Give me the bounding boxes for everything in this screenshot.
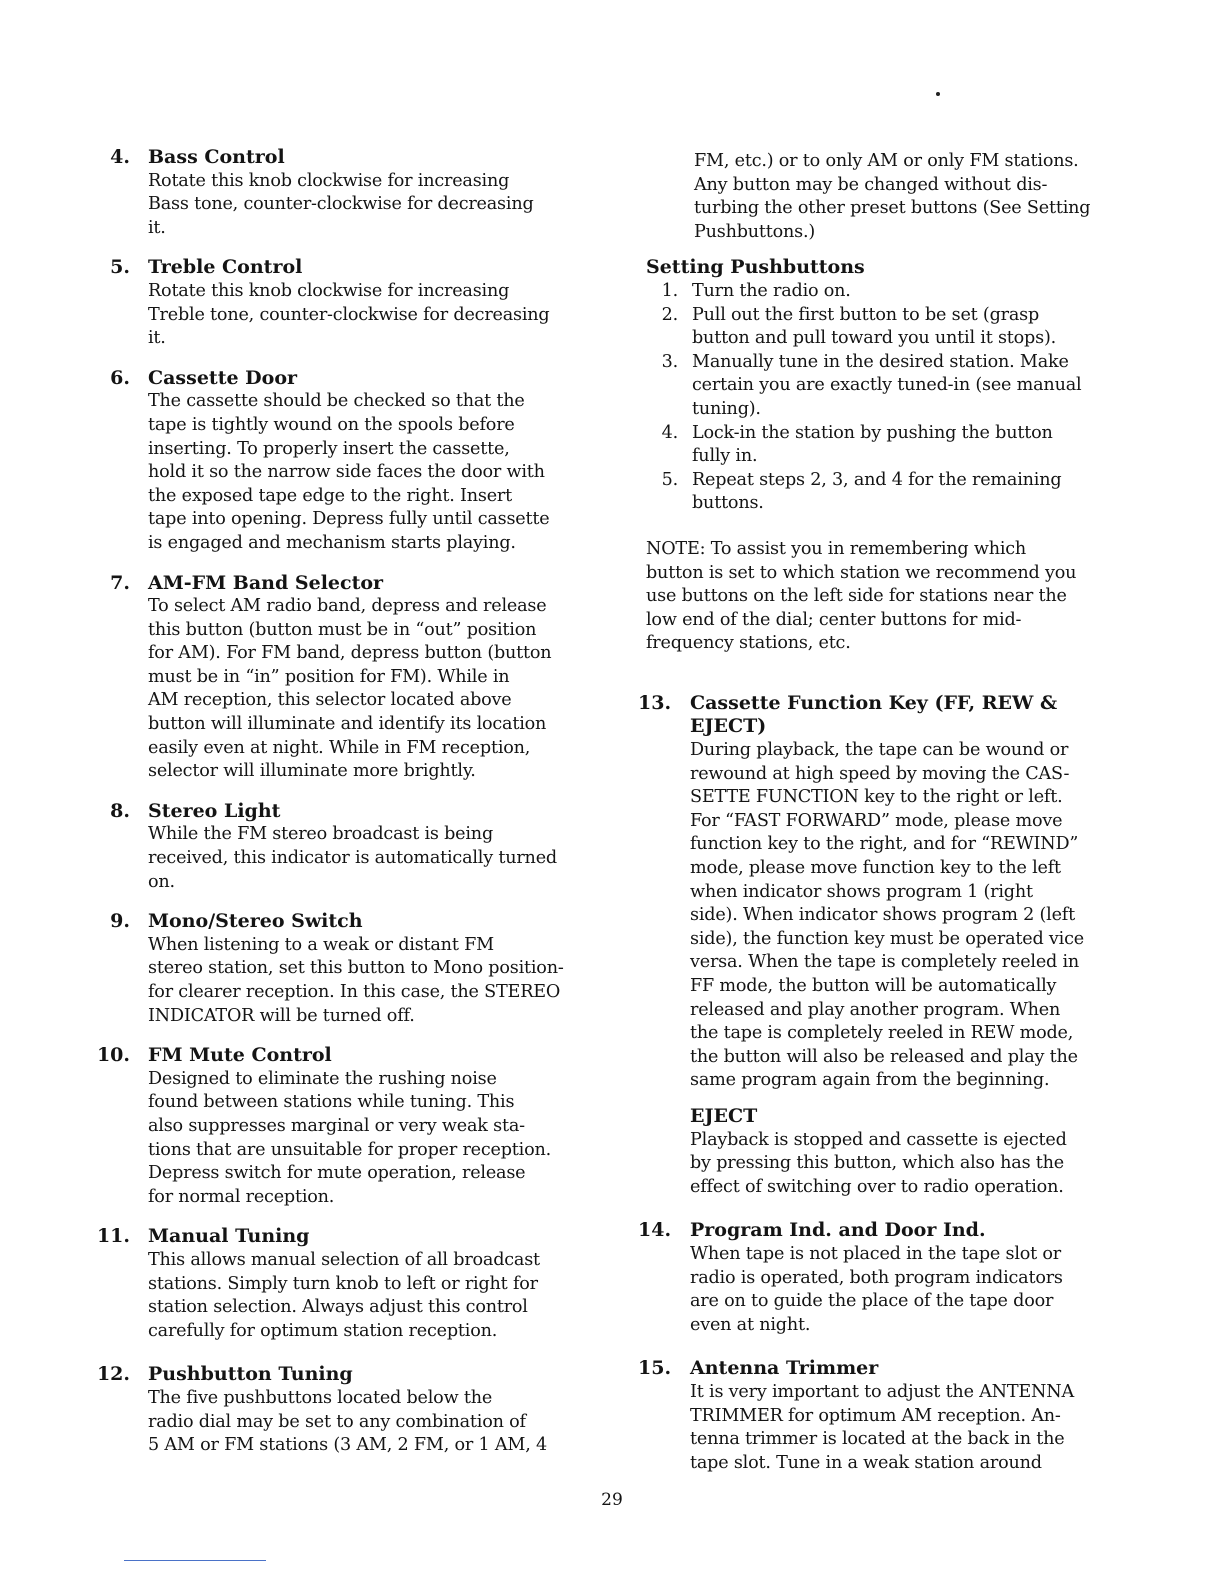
- body-line: this button (button must be in “out” position: [148, 619, 537, 640]
- body-line: When listening to a weak or distant FM: [148, 934, 494, 955]
- item-body: [148, 280, 574, 351]
- body-line: for normal reception.: [148, 1186, 335, 1207]
- item-title: Pushbutton Tuning: [148, 1363, 353, 1386]
- body-line: use buttons on the left side for stations near the: [646, 586, 1067, 607]
- step-line: button and pull toward you until it stops).: [692, 328, 1057, 349]
- item-body: [148, 595, 574, 784]
- footer-rule: [124, 1560, 266, 1561]
- step-number: 4.: [661, 422, 678, 443]
- body-line: it.: [148, 328, 166, 349]
- body-line: received, this indicator is automatically turned: [148, 848, 557, 869]
- item-number: 7.: [110, 571, 130, 594]
- item-title: [690, 1357, 1106, 1381]
- step-line: Manually tune in the desired station. Make: [692, 351, 1069, 372]
- body-line: function key to the right, and for “REWIND”: [690, 834, 1079, 855]
- body-line: the exposed tape edge to the right. Insert: [148, 485, 513, 506]
- step-item: [646, 422, 1106, 469]
- item-title: Stereo Light: [148, 799, 281, 822]
- body-line: INDICATOR will be turned off.: [148, 1005, 415, 1026]
- item-body: [148, 1068, 574, 1210]
- body-line: frequency stations, etc.: [646, 633, 851, 654]
- item-number: 4.: [110, 146, 130, 168]
- body-line: NOTE: To assist you in remembering which: [646, 538, 1027, 559]
- body-line: must be in “in” position for FM). While in: [148, 666, 510, 687]
- body-line: tape is tightly wound on the spools before: [148, 414, 515, 435]
- body-line: Any button may be changed without dis-: [694, 174, 1048, 195]
- section-item: [104, 367, 574, 556]
- section-item: [104, 572, 574, 784]
- item-title: [690, 1219, 1106, 1243]
- body-line: side). When indicator shows program 2 (left: [690, 905, 1075, 926]
- body-line: radio dial may be set to any combination of: [148, 1411, 526, 1432]
- step-line: certain you are exactly tuned-in (see manual: [692, 375, 1082, 396]
- body-line: is engaged and mechanism starts playing.: [148, 532, 516, 553]
- item-body: [148, 1249, 574, 1343]
- body-line: While the FM stereo broadcast is being: [148, 824, 494, 845]
- body-line: FM, etc.) or to only AM or only FM stations.: [694, 151, 1079, 171]
- body-line: button is set to which station we recommend you: [646, 562, 1077, 583]
- body-line: SETTE FUNCTION key to the right or left.: [690, 787, 1063, 808]
- title-line: Program Ind. and Door Ind.: [690, 1219, 986, 1242]
- step-number: 1.: [661, 280, 678, 301]
- step-line: tuning).: [692, 398, 761, 419]
- step-line: Lock-in the station by pushing the button: [692, 422, 1053, 443]
- body-line: Rotate this knob clockwise for increasing: [148, 170, 510, 191]
- eject-subtitle: EJECT: [690, 1104, 758, 1127]
- section-item: [638, 1357, 1106, 1475]
- step-line: fully in.: [692, 446, 758, 467]
- item-number: 14.: [638, 1219, 672, 1242]
- item-title: Cassette Door: [148, 366, 298, 389]
- body-line: selector will illuminate more brightly.: [148, 761, 476, 782]
- body-line: even at night.: [690, 1314, 811, 1335]
- body-line: found between stations while tuning. This: [148, 1092, 515, 1113]
- continuation-text: [638, 150, 1106, 244]
- step-number: 5.: [661, 469, 678, 490]
- item-title: Manual Tuning: [148, 1225, 310, 1248]
- body-line: released and play another program. When: [690, 999, 1061, 1020]
- body-line: When tape is not placed in the tape slot or: [690, 1243, 1062, 1264]
- body-line: FF mode, the button will be automatically: [690, 976, 1057, 996]
- title-line: Cassette Function Key (FF, REW &: [690, 691, 1058, 714]
- setting-steps: [638, 280, 1106, 516]
- step-line: Repeat steps 2, 3, and 4 for the remaining: [692, 469, 1062, 490]
- body-line: To select AM radio band, depress and release: [148, 596, 547, 617]
- body-line: Depress switch for mute operation, release: [148, 1163, 526, 1184]
- body-line: for AM). For FM band, depress button (button: [148, 643, 552, 664]
- body-line: Pushbuttons.): [694, 221, 816, 242]
- body-line: versa. When the tape is completely reeled in: [690, 952, 1080, 973]
- item-body: [148, 390, 574, 555]
- body-line: turbing the other preset buttons (See Setting: [694, 198, 1091, 219]
- title-line: Antenna Trimmer: [690, 1357, 879, 1380]
- body-line: The five pushbuttons located below the: [148, 1387, 493, 1408]
- item-body: [148, 823, 574, 894]
- item-number: 8.: [110, 799, 130, 822]
- step-item: [646, 351, 1106, 422]
- body-line: when indicator shows program 1 (right: [690, 881, 1033, 902]
- body-line: also suppresses marginal or very weak sta-: [148, 1115, 525, 1136]
- item-number: 10.: [96, 1044, 130, 1067]
- body-line: station selection. Always adjust this control: [148, 1297, 528, 1318]
- item-body: [690, 1243, 1106, 1337]
- note-text: [638, 538, 1106, 656]
- section-item: [104, 800, 574, 894]
- item-body: [690, 1381, 1106, 1475]
- item-number: 13.: [638, 691, 672, 714]
- body-line: carefully for optimum station reception.: [148, 1320, 498, 1341]
- section-item: [96, 1225, 574, 1343]
- body-line: the tape is completely reeled in REW mode,: [690, 1023, 1074, 1044]
- body-line: effect of switching over to radio operation.: [690, 1176, 1064, 1197]
- body-line: Treble tone, counter-clockwise for decreasing: [148, 304, 550, 325]
- step-line: buttons.: [692, 493, 764, 514]
- body-line: During playback, the tape can be wound or: [690, 740, 1069, 761]
- body-line: AM reception, this selector located above: [148, 690, 512, 711]
- section-item: [104, 256, 574, 350]
- item-body: [148, 934, 574, 1028]
- body-line: it.: [148, 217, 166, 238]
- item-body: [690, 739, 1106, 1093]
- item-number: 5.: [110, 256, 130, 279]
- body-line: tenna trimmer is located at the back in the: [690, 1429, 1065, 1450]
- item-title: Bass Control: [148, 146, 285, 168]
- item-title: Mono/Stereo Switch: [148, 910, 363, 933]
- body-line: the button will also be released and play the: [690, 1046, 1078, 1067]
- body-line: on.: [148, 871, 175, 892]
- body-line: side), the function key must be operated vice: [690, 928, 1084, 949]
- right-column: [638, 150, 1106, 1475]
- body-line: Playback is stopped and cassette is ejected: [690, 1129, 1067, 1150]
- item-title: [690, 692, 1106, 739]
- item-title: AM-FM Band Selector: [148, 571, 384, 594]
- step-number: 2.: [661, 304, 678, 325]
- step-item: [646, 280, 1106, 304]
- setting-pushbuttons-title: Setting Pushbuttons: [646, 256, 865, 279]
- body-line: Designed to eliminate the rushing noise: [148, 1068, 497, 1089]
- step-line: Pull out the first button to be set (grasp: [692, 304, 1040, 325]
- title-line: EJECT): [690, 715, 767, 738]
- body-line: tape into opening. Depress fully until cassette: [148, 509, 550, 530]
- body-line: inserting. To properly insert the cassette,: [148, 438, 510, 459]
- item-body: [148, 1387, 574, 1458]
- body-line: It is very important to adjust the ANTENNA: [690, 1381, 1074, 1402]
- item-title: Treble Control: [148, 256, 303, 279]
- item-number: 6.: [110, 366, 130, 389]
- body-line: are on to guide the place of the tape door: [690, 1291, 1054, 1312]
- item-number: 11.: [96, 1225, 130, 1248]
- item-number: 12.: [96, 1363, 130, 1386]
- body-line: tape slot. Tune in a weak station around: [690, 1452, 1042, 1473]
- eject-body: [690, 1129, 1106, 1200]
- item-number: 9.: [110, 910, 130, 933]
- body-line: Rotate this knob clockwise for increasing: [148, 280, 510, 301]
- section-item: [104, 146, 574, 240]
- section-item: [638, 1219, 1106, 1337]
- body-line: rewound at high speed by moving the CAS-: [690, 763, 1070, 784]
- body-line: The cassette should be checked so that the: [148, 391, 525, 412]
- page-number: 29: [601, 1490, 623, 1510]
- body-line: stations. Simply turn knob to left or right for: [148, 1273, 538, 1294]
- body-line: Bass tone, counter-clockwise for decreasing: [148, 194, 534, 215]
- body-line: 5 AM or FM stations (3 AM, 2 FM, or 1 AM, 4: [148, 1435, 547, 1456]
- body-line: same program again from the beginning.: [690, 1070, 1050, 1091]
- section-item: [96, 1363, 574, 1457]
- item-number: 15.: [638, 1357, 672, 1380]
- body-line: TRIMMER for optimum AM reception. An-: [690, 1405, 1061, 1426]
- body-line: by pressing this button, which also has the: [690, 1153, 1065, 1174]
- left-column: [96, 146, 574, 1458]
- body-line: easily even at night. While in FM reception,: [148, 737, 531, 758]
- step-line: Turn the radio on.: [692, 280, 851, 301]
- stray-mark: [936, 92, 940, 96]
- body-line: This allows manual selection of all broadcast: [148, 1249, 540, 1270]
- item-body: [148, 170, 574, 241]
- step-item: [646, 469, 1106, 516]
- step-number: 3.: [661, 351, 678, 372]
- body-line: button will illuminate and identify its location: [148, 714, 547, 735]
- body-line: low end of the dial; center buttons for mid-: [646, 609, 1022, 630]
- section-item: [104, 910, 574, 1028]
- body-line: mode, please move function key to the left: [690, 858, 1061, 879]
- body-line: tions that are unsuitable for proper reception.: [148, 1139, 552, 1160]
- body-line: For “FAST FORWARD” mode, please move: [690, 810, 1063, 831]
- item-title: FM Mute Control: [148, 1044, 332, 1067]
- body-line: stereo station, set this button to Mono position-: [148, 958, 564, 979]
- body-line: radio is operated, both program indicators: [690, 1267, 1063, 1288]
- body-line: hold it so the narrow side faces the door with: [148, 462, 545, 483]
- section-item: [96, 1044, 574, 1209]
- step-item: [646, 304, 1106, 351]
- body-line: for clearer reception. In this case, the STEREO: [148, 982, 561, 1002]
- section-item: [638, 692, 1106, 1199]
